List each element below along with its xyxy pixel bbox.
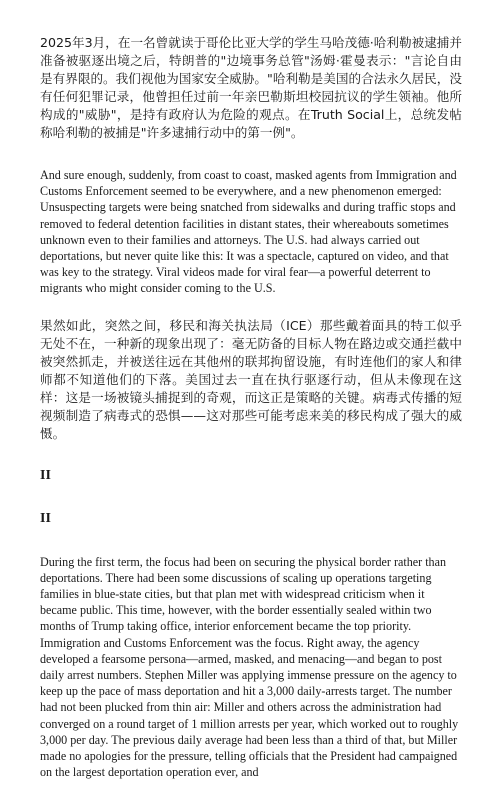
paragraph-en-1: And sure enough, suddenly, from coast to coast, masked agents from Immigration and Customs Enforcement seemed to be everywhere, and a new phenomenon emerged: Unsuspecting targets were being snatched from sidewalks and during traffic stops and removed to federal detention facilities in distant states, their whereabouts sometimes unknown even to their families and attorneys. The U.S. had always carried out deportations, but never quite like this: It was a spectacle, captured on video, and that was key to the strategy. Viral videos made for viral fear—a powerful deterrent to migrants who might consider coming to the U.S. [40, 168, 457, 296]
paragraph-en-2: During the first term, the focus had been on securing the physical border rather than deportations. There had been some discussions of scaling up operations targeting families in blue-state cities, but that plan met with widespread criticism when it became public. This time, however, with the border essentially sealed within two months of Trump taking office, interior enforcement became the top priority. Immigration and Customs Enforcement was the focus. Right away, the agency developed a fearsome persona—armed, masked, and menacing—and began to post daily arrest numbers. Stephen Miller was applying immense pressure on the agency to keep up the pace of mass deportation and hit a 3,000 daily-arrests target. The number had not been plucked from thin air: Miller and others across the administration had converged on a round target of 1 million arrests per year, which worked out to roughly 3,000 per day. The previous daily average had been less than a third of that, but Miller made no apologies for the pressure, telling officials that the President had campaigned on the largest deportation operation ever, and [40, 554, 459, 780]
section-heading-2: II [40, 510, 51, 526]
article-body [40, 34, 462, 801]
paragraph-zh-1: 2025年3月，在一名曾就读于哥伦比亚大学的学生马哈茂德·哈利勒被逮捕并准备被驱逐出境之后，特朗普的"边境事务总管"汤姆·霍曼表示："言论自由是有界限的。我们视他为国家安全威胁。"哈利勒是美国的合法永久居民，没有任何犯罪记录，他曾担任过前一年亲巴勒斯坦校园抗议的学生领袖。他所构成的"威胁"，是持有政府认为危险的观点。在Truth Social上，总统发帖称哈利勒的被捕是"许多逮捕行动中的第一例"。 [40, 35, 462, 140]
section-heading-1: II [40, 467, 51, 483]
paragraph-zh-2: 果然如此，突然之间，移民和海关执法局（ICE）那些戴着面具的特工似乎无处不在，一种新的现象出现了：毫无防备的目标人物在路边或交通拦截中被突然抓走，并被送往远在其他州的联邦拘留设施，有时连他们的家人和律师都不知道他们的下落。美国过去一直在执行驱逐行动，但从未像现在这样：这是一场被镜头捕捉到的奇观，而这正是策略的关键。病毒式传播的短视频制造了病毒式的恐惧——这对那些可能考虑来美的移民构成了强大的威慑。 [40, 317, 462, 441]
